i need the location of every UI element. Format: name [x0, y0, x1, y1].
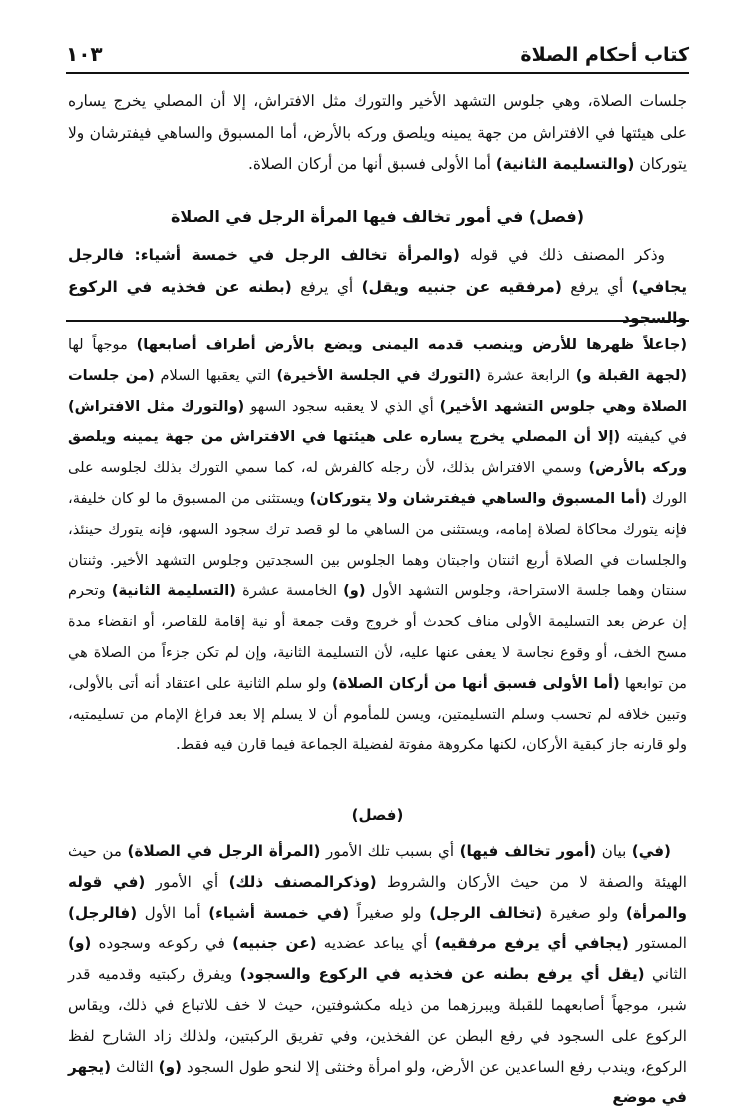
text-segment: ولو صغيراً [349, 903, 430, 922]
bold-segment: (في) [631, 842, 671, 860]
bold-segment: (إلا أن المصلي يخرج يساره على هيئتها في الافتراش من جهة يمينه ويلصق وركه بالأرض) [68, 428, 688, 477]
bold-segment: (بطنه عن فخذيه في الركوع والسجود [68, 277, 687, 327]
text-segment: وتحرم إن عرض بعد التسليمة الأولى مناف كحدث أو خروج وقت جمعة أو نية إقامة للقاصر، أو انقضاء مدة مسح الخف، أو وقوع نجاسة لا يعفى عنها عليه، لأن التسليمة الثانية، وإن لم تكن جزءاً من الصلاة هي من توابعها [68, 582, 687, 692]
fasl-heading: (فصل) [351, 806, 404, 824]
text-segment: أما الأولى فسبق أنها من أركان الصلاة. [247, 155, 496, 173]
bold-segment: (التسليمة الثانية) [111, 582, 236, 600]
text-segment: أي بسبب تلك الأمور [320, 842, 460, 860]
text-segment: أي يباعد عضديه [316, 934, 435, 953]
book-title: كتاب أحكام الصلاة [520, 44, 689, 66]
text-segment: ويفرق ركبتيه وقدميه قدر شبر، موجهاً أصابعهما للقبلة ويبرزهما من ذيله مكشوفتين، حيث لا خف للاتباع في ذلك، ويقاس الركوع على السجود في رفع البطن عن الفخذين، وفي تفريق الركبتين، ولذلك زاد الشارح لفظ الركوع، ويندب رفع الساعدين عن الأرض، ولو امرأة وخنثى إلا لنحو طول السجود [68, 965, 687, 1076]
bold-segment: (التورك في الجلسة الأخيرة) [276, 366, 482, 384]
text-segment: جلسات الصلاة، وهي جلوس التشهد الأخير والتورك مثل الافتراش، إلا أن المصلي يخرج يساره على هيئتها في الافتراش من جهة يمينه ويلصق وركه بالأرض، أما المسبوق والساهي فيفترشان ولا يتوركان [68, 92, 687, 173]
text-segment: التي يعقبها السلام [154, 366, 277, 384]
text-segment: ويستثنى من المسبوق ما لو كان خليفة، فإنه يتورك محاكاة لصلاة إمامه، ويستثنى من الساهي ما لو قصد ترك سجود السهو، فإنه يتورك حينئذ، والجلسات في الصلاة أربع اثنتان واجبتان وهما الجلوس بين السجدتين وجلوس التشهد الأخير. وثنتان سنتان وهما جلسة الاستراحة، وجلوس التشهد الأول [68, 489, 687, 600]
top-paragraph [68, 86, 687, 181]
text-segment: أي الأمور [145, 872, 229, 891]
text-segment: في ركوعه وسجوده [91, 934, 233, 953]
bold-segment: (و) [68, 934, 92, 953]
bold-segment: (أمور تخالف فيها) [459, 842, 597, 860]
bold-segment: (المرأة الرجل في الصلاة) [127, 842, 321, 860]
bold-segment: (من جلسات الصلاة وهي جلوس التشهد الأخير) [68, 366, 688, 415]
bold-segment: (في قوله والمرأة) [68, 872, 687, 922]
text-segment: الخامسة عشرة [235, 582, 344, 600]
text-segment: بيان [596, 842, 632, 860]
paragraph-text [68, 836, 687, 1113]
text-segment: ولو سلم الثانية على اعتقاد أنه أتى بالأولى، وتبين خلافه لم تحسب وسلم التسليمتين، ويسن للمأموم أن لا يسلم إلا بعد فراغ الإمام من تسليمتيه، ولو قارنه جاز كبقية الأركان، لكنها مكروهة مفوتة لفضيلة الجماعة فيما قارن فيه فقط. [68, 674, 687, 754]
bold-segment: (والتسليمة الثانية) [495, 155, 635, 173]
bold-segment: (فالرجل) [68, 903, 138, 922]
text-segment: في كيفيته [620, 428, 687, 446]
page-header [66, 30, 689, 74]
text-segment: وذكر المصنف ذلك في قوله [459, 246, 665, 264]
bold-segment: (والتورك مثل الافتراش) [68, 397, 245, 415]
bold-segment: (يجافي أي يرفع مرفقيه) [434, 934, 629, 953]
text-segment: أما الأول [137, 903, 209, 922]
bold-segment: (جاعلاً ظهرها للأرض وينصب قدمه اليمنى ويضع بالأرض أطراف أصابعها) [136, 336, 688, 353]
bold-segment: (أما الأولى فسبق أنها من أركان الصلاة) [331, 674, 620, 692]
bold-segment: (مرفقيه عن جنبيه ويقل) [361, 277, 562, 296]
text-segment: أي الذي لا يعقبه سجود السهو [244, 397, 440, 415]
text-segment: الثاني [644, 965, 688, 984]
text-segment: وسمي الافتراش بذلك، لأن رجله كالفرش له، كما سمي التورك بذلك لجلوسه على الورك [68, 459, 687, 507]
bold-segment: (تخالف الرجل) [429, 903, 543, 922]
text-segment: أي يرفع [561, 277, 632, 296]
bold-segment: (عن جنبيه) [232, 934, 317, 953]
commentary-block [68, 330, 687, 761]
bold-segment: (أما المسبوق والساهي فيفترشان ولا يتوركان) [309, 489, 647, 507]
bold-segment: (وذكرالمصنف ذلك) [228, 872, 377, 891]
text-segment: موجهاً لها [68, 336, 137, 353]
bold-segment: (في خمسة أشياء) [208, 903, 350, 922]
bottom-paragraph [68, 836, 687, 1113]
paragraph-text [68, 86, 687, 181]
text-segment: الثالث [111, 1057, 159, 1076]
bold-segment: (و) [343, 582, 366, 600]
page-number: ١٠٣ [66, 42, 103, 66]
bold-segment: (لجهة القبلة و) [575, 366, 687, 384]
bold-segment: (يقل أي يرفع بطنه عن فخذيه في الركوع والسجود) [239, 965, 645, 984]
divider-line [66, 320, 689, 322]
text-segment: ولو صغيرة [542, 903, 626, 922]
paragraph-text [68, 330, 687, 761]
text-segment: أي يرفع [291, 277, 362, 296]
text-segment: الرابعة عشرة [481, 366, 576, 384]
bold-segment: (والمرأة تخالف الرجل في خمسة أشياء: فالرجل يجافي) [68, 246, 688, 296]
bold-segment: (و) [158, 1057, 182, 1076]
text-segment: المستور [628, 934, 687, 953]
text-segment: من حيث الهيئة والصفة لا من حيث الأركان والشروط [68, 842, 687, 891]
section-heading: (فصل) في أمور تخالف فيها المرأة الرجل في الصلاة [170, 207, 585, 226]
bold-segment: (يجهر في موضع [68, 1057, 687, 1107]
